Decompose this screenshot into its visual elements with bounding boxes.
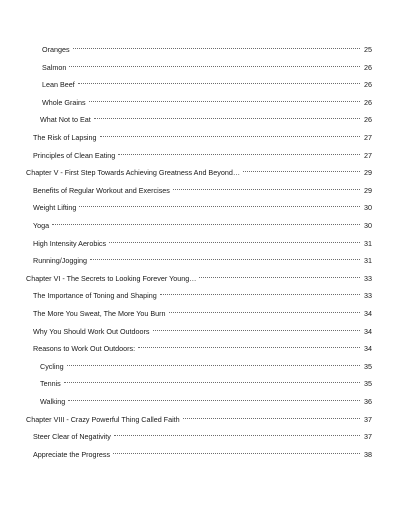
toc-entry-title: Benefits of Regular Workout and Exercises	[33, 185, 170, 195]
toc-entry-title: Whole Grains	[42, 97, 86, 107]
toc-entry-title: The Importance of Toning and Shaping	[33, 291, 157, 301]
toc-entry-page-number: 26	[364, 62, 372, 72]
toc-dot-leader	[94, 110, 360, 122]
toc-entry-page-number: 34	[364, 309, 372, 318]
toc-dot-leader	[114, 427, 360, 439]
toc-entry-page-number: 34	[364, 344, 372, 354]
toc-entry[interactable]	[42, 58, 372, 70]
toc-entry-title: The More You Sweat, The More You Burn	[33, 309, 166, 318]
toc-entry[interactable]	[33, 251, 372, 266]
toc-entry-page-number: 38	[364, 449, 372, 459]
toc-entry-page-number: 37	[364, 414, 372, 424]
toc-dot-leader	[118, 146, 360, 158]
toc-entry-title: High Intensity Aerobics	[33, 238, 107, 248]
toc-entry-title: Running/Jogging	[33, 256, 87, 266]
toc-entry-page-number: 26	[364, 115, 372, 125]
toc-entry-page-number: 36	[364, 397, 372, 406]
toc-entry-title: Salmon	[42, 62, 67, 72]
toc-entry[interactable]	[33, 146, 372, 158]
toc-entry[interactable]	[26, 269, 372, 281]
toc-entry[interactable]	[42, 75, 372, 90]
toc-dot-leader	[79, 198, 360, 210]
toc-dot-leader	[173, 181, 360, 193]
toc-dot-leader	[69, 58, 360, 70]
toc-dot-leader	[243, 163, 360, 175]
toc-entry-page-number: 35	[364, 379, 372, 389]
toc-entry[interactable]	[33, 286, 372, 301]
toc-entry-title: Chapter V - First Step Towards Achieving Greatness And Beyond…	[26, 168, 241, 178]
toc-entry[interactable]	[33, 304, 372, 316]
toc-entry-page-number: 27	[364, 150, 372, 160]
toc-entry-title: What Not to Eat	[40, 115, 91, 125]
toc-entry[interactable]	[40, 374, 372, 389]
toc-dot-leader	[68, 392, 360, 404]
toc-dot-leader	[73, 40, 360, 52]
toc-dot-leader	[52, 216, 360, 228]
toc-entry-title: Weight Lifting	[33, 203, 77, 213]
toc-entry[interactable]	[42, 93, 372, 105]
toc-entry[interactable]	[33, 216, 372, 228]
toc-entry-page-number: 29	[364, 185, 372, 195]
toc-entry-title: Tennis	[40, 379, 61, 389]
toc-dot-leader	[89, 93, 360, 105]
toc-entry-page-number: 30	[364, 221, 372, 230]
toc-entry[interactable]	[33, 234, 372, 246]
toc-entry-page-number: 35	[364, 361, 372, 371]
toc-dot-leader	[109, 234, 360, 246]
toc-entry[interactable]	[40, 357, 372, 369]
toc-entry[interactable]	[33, 445, 372, 457]
toc-entry[interactable]	[42, 40, 372, 52]
toc-dot-leader	[138, 339, 360, 351]
toc-dot-leader	[90, 251, 360, 263]
toc-entry-page-number: 25	[364, 45, 372, 54]
toc-entry-page-number: 37	[364, 432, 372, 442]
toc-entry-title: Why You Should Work Out Outdoors	[33, 326, 150, 336]
toc-dot-leader	[100, 128, 360, 140]
toc-entry-page-number: 27	[364, 133, 372, 142]
toc-entry-page-number: 26	[364, 80, 372, 90]
toc-dot-leader	[64, 374, 360, 386]
toc-entry-title: Lean Beef	[42, 80, 75, 90]
toc-dot-leader	[113, 445, 360, 457]
toc-entry-page-number: 31	[364, 238, 372, 248]
toc-entry[interactable]	[33, 128, 372, 140]
toc-dot-leader	[169, 304, 360, 316]
toc-entry[interactable]	[26, 410, 372, 422]
toc-dot-leader	[199, 269, 360, 281]
toc-entry-page-number: 26	[364, 97, 372, 107]
toc-entry[interactable]	[33, 427, 372, 442]
toc-entry[interactable]	[40, 110, 372, 125]
toc-dot-leader	[67, 357, 360, 369]
toc-entry-page-number: 29	[364, 168, 372, 178]
toc-entry[interactable]	[26, 163, 372, 178]
toc-entry-title: Principles of Clean Eating	[33, 150, 116, 160]
toc-dot-leader	[160, 286, 360, 298]
toc-entry-title: The Risk of Lapsing	[33, 133, 97, 142]
toc-entry-page-number: 33	[364, 291, 372, 301]
toc-entry-title: Cycling	[40, 361, 64, 371]
toc-dot-leader	[183, 410, 360, 422]
toc-entry[interactable]	[33, 198, 372, 213]
toc-dot-leader	[78, 75, 360, 87]
toc-entry-title: Yoga	[33, 221, 50, 230]
toc-entry-title: Chapter VI - The Secrets to Looking Forever Young…	[26, 273, 197, 283]
toc-entry[interactable]	[33, 339, 372, 354]
toc-entry-title: Reasons to Work Out Outdoors:	[33, 344, 136, 354]
toc-entry-title: Chapter VIII - Crazy Powerful Thing Called Faith	[26, 414, 180, 424]
toc-entry-page-number: 33	[364, 273, 372, 283]
toc-entry-title: Steer Clear of Negativity	[33, 432, 111, 442]
toc-entry-page-number: 30	[364, 203, 372, 213]
toc-dot-leader	[153, 322, 360, 334]
toc-entry[interactable]	[33, 322, 372, 334]
toc-entry-title: Oranges	[42, 45, 70, 54]
toc-entry-page-number: 34	[364, 326, 372, 336]
toc-entry-page-number: 31	[364, 256, 372, 266]
toc-entry[interactable]	[40, 392, 372, 404]
toc-entry-title: Walking	[40, 397, 66, 406]
toc-entry[interactable]	[33, 181, 372, 193]
toc-entry-title: Appreciate the Progress	[33, 449, 111, 459]
